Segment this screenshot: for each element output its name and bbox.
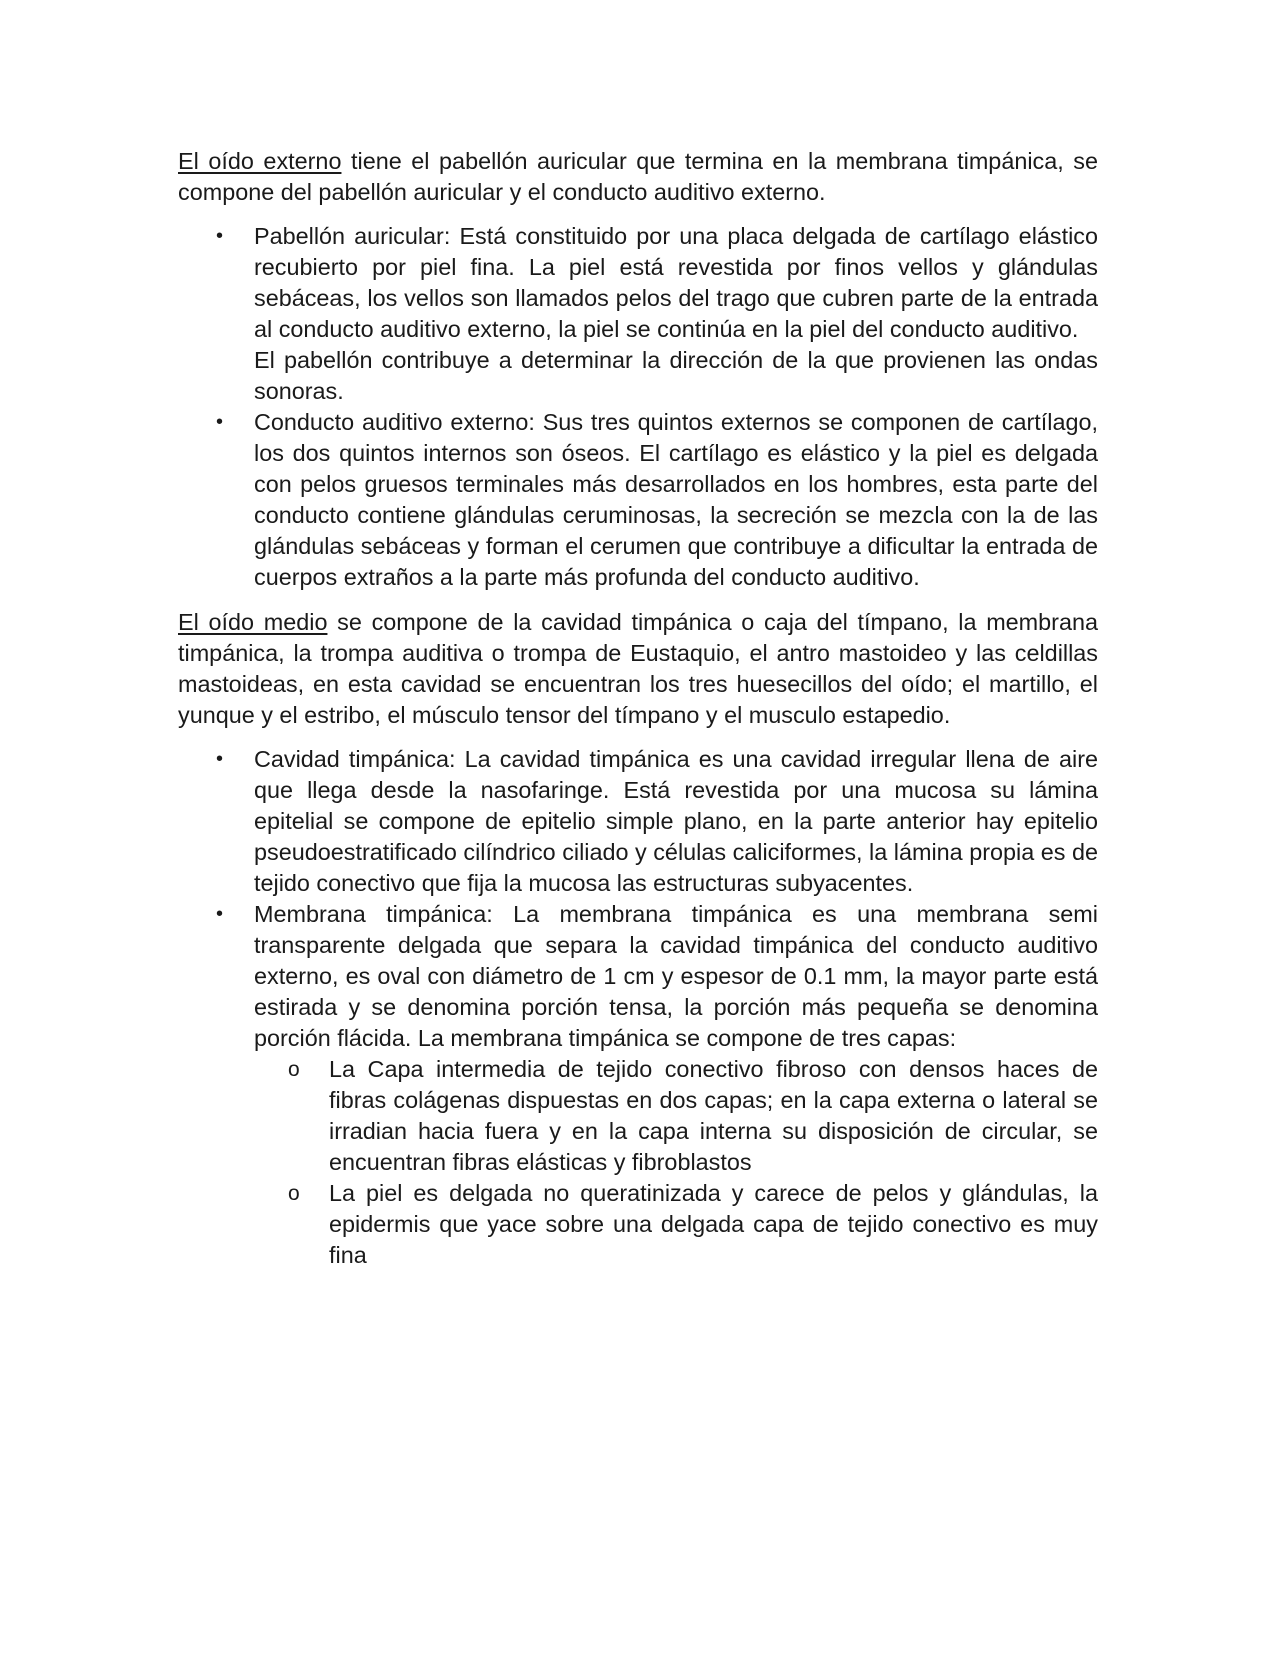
list-item: [178, 407, 1098, 593]
list-item: [178, 221, 1098, 407]
oido-externo-list: [178, 221, 1098, 593]
sub-list-item: [254, 1054, 1098, 1178]
oido-medio-intro: se compone de la cavidad timpánica o caja del tímpano, la membrana timpánica, la trompa auditiva o trompa de Eustaquio, el antro mastoideo y las celdillas mastoideas, en esta cavidad se encuentran los tres huesecillos del oído; el martillo, el yunque y el estribo, el músculo tensor del tímpano y el musculo estapedio.: [178, 609, 1098, 728]
oido-medio-heading: El oído medio: [178, 609, 328, 635]
oido-externo-heading: El oído externo: [178, 148, 342, 174]
pabellon-auricular-extra: El pabellón contribuye a determinar la dirección de la que provienen las ondas sonoras.: [254, 347, 1098, 404]
membrana-timpanica-text: Membrana timpánica: La membrana timpánica es una membrana semi transparente delgada que separa la cavidad timpánica del conducto auditivo externo, es oval con diámetro de 1 cm y espesor de 0.1 mm, la mayor parte está estirada y se denomina porción tensa, la porción más pequeña se denomina porción flácida. La membrana timpánica se compone de tres capas:: [254, 901, 1098, 1051]
bullet-icon: •: [216, 903, 224, 925]
document-page: [178, 146, 1098, 1285]
list-item: [178, 899, 1098, 1271]
piel-text: La piel es delgada no queratinizada y carece de pelos y glándulas, la epidermis que yace sobre una delgada capa de tejido conectivo es muy fina: [329, 1180, 1098, 1268]
oido-externo-intro: tiene el pabellón auricular que termina en la membrana timpánica, se compone del pabellón auricular y el conducto auditivo externo.: [178, 148, 1098, 205]
oido-medio-list: [178, 744, 1098, 1271]
list-item: [178, 744, 1098, 899]
capa-intermedia-text: La Capa intermedia de tejido conectivo fibroso con densos haces de fibras colágenas dispuestas en dos capas; en la capa externa o lateral se irradian hacia fuera y en la capa interna su disposición de circular, se encuentran fibras elásticas y fibroblastos: [329, 1056, 1098, 1175]
circle-bullet-icon: o: [288, 1182, 300, 1205]
circle-bullet-icon: o: [288, 1058, 300, 1081]
pabellon-auricular-text: Pabellón auricular: Está constituido por una placa delgada de cartílago elástico recubierto por piel fina. La piel está revestida por finos vellos y glándulas sebáceas, los vellos son llamados pelos del trago que cubren parte de la entrada al conducto auditivo externo, la piel se continúa en la piel del conducto auditivo.: [254, 223, 1098, 342]
bullet-icon: •: [216, 748, 224, 770]
membrana-capas-sublist: [254, 1054, 1098, 1271]
cavidad-timpanica-text: Cavidad timpánica: La cavidad timpánica es una cavidad irregular llena de aire que llega desde la nasofaringe. Está revestida por una mucosa su lámina epitelial se compone de epitelio simple plano, en la parte anterior hay epitelio pseudoestratificado cilíndrico ciliado y células caliciformes, la lámina propia es de tejido conectivo que fija la mucosa las estructuras subyacentes.: [254, 746, 1098, 896]
sub-list-item: [254, 1178, 1098, 1271]
bullet-icon: •: [216, 411, 224, 433]
section-oido-medio-paragraph: [178, 607, 1098, 731]
conducto-auditivo-text: Conducto auditivo externo: Sus tres quintos externos se componen de cartílago, los dos quintos internos son óseos. El cartílago es elástico y la piel es delgada con pelos gruesos terminales más desarrollados en los hombres, esta parte del conducto contiene glándulas ceruminosas, la secreción se mezcla con la de las glándulas sebáceas y forman el cerumen que contribuye a dificultar la entrada de cuerpos extraños a la parte más profunda del conducto auditivo.: [254, 409, 1098, 590]
bullet-icon: •: [216, 225, 224, 247]
section-oido-externo-paragraph: [178, 146, 1098, 208]
